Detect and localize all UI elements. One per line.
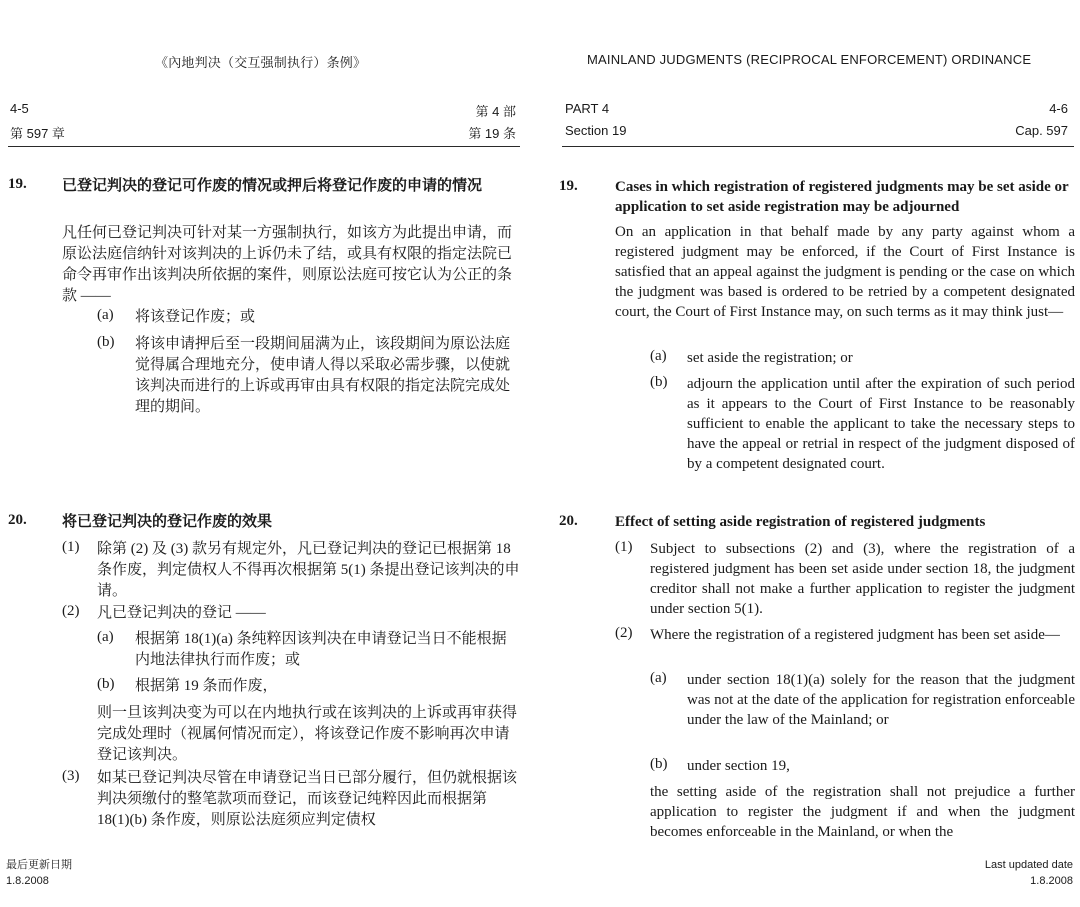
item-label: (a) — [650, 670, 667, 686]
header-divider — [562, 146, 1074, 147]
part-label: 第 4 部 — [475, 104, 516, 119]
item-text: 将该登记作废；或 — [135, 309, 256, 325]
item-text: under section 19, — [687, 758, 790, 774]
item-text: set aside the registration; or — [687, 350, 853, 366]
running-head-en: MAINLAND JUDGMENTS (RECIPROCAL ENFORCEMENT) ORDINANCE — [587, 52, 1032, 67]
section-19-intro: 凡任何已登记判决可针对某一方强制执行，如该方为此提出申请，而原讼法庭信纳针对该判决的上诉仍未了结，或具有权限的指定法院已命令再审作出该判决所依据的案件，则原讼法庭可按它认为公正的条款 —— — [62, 225, 513, 304]
section-19-number: 19. — [559, 178, 578, 194]
section-label: 第 19 条 — [468, 126, 516, 141]
subsection-label: (2) — [62, 603, 80, 619]
subsection-text: 除第 (2) 及 (3) 款另有规定外，凡已登记判决的登记已根据第 18 条作废，判定债权人不得再次根据第 5(1) 条提出登记该判决的申请。 — [97, 541, 520, 599]
item-label: (a) — [650, 348, 667, 364]
item-label: (a) — [97, 307, 114, 323]
section-20-number: 20. — [8, 512, 27, 528]
subsection-label: (1) — [615, 539, 633, 555]
item-label: (a) — [97, 629, 114, 645]
running-head-zh: 《內地判决（交互强制执行）条例》 — [155, 55, 367, 70]
section-19-title: 已登记判决的登记可作废的情况或押后将登记作废的申请的情况 — [62, 178, 483, 194]
part-label: PART 4 — [565, 101, 610, 116]
section-label: Section 19 — [565, 123, 627, 138]
section-20-title: 将已登记判决的登记作废的效果 — [62, 514, 273, 530]
page-number: 4-5 — [10, 101, 29, 116]
footer-updated-label: 最后更新日期 — [6, 859, 72, 871]
section-20-title: Effect of setting aside registration of registered judgments — [615, 514, 986, 530]
chapter-label: Cap. 597 — [1015, 123, 1068, 138]
item-label: (b) — [650, 374, 668, 390]
subsection-label: (1) — [62, 539, 80, 555]
section-19-number: 19. — [8, 176, 27, 192]
subsection-text: Subject to subsections (2) and (3), where the registration of a registered judgment has been set aside under section 18, the judgment creditor shall not make a further application to register the judgment under section 5(1). — [650, 541, 1075, 617]
subsection-continuation: the setting aside of the registration shall not prejudice a further application to register the judgment if and when the judgment becomes enforceable in the Mainland, or when the — [650, 784, 1075, 840]
item-label: (b) — [650, 756, 668, 772]
footer-updated-label: Last updated date — [984, 859, 1073, 871]
subsection-text: 凡已登记判决的登记 —— — [97, 605, 266, 621]
header-divider — [8, 146, 520, 147]
section-19-intro: On an application in that behalf made by any party against whom a registered judgment may be enforced, if the Court of First Instance is satisfied that an appeal against the judgment is pending or the case on which the judgment was based is ordered to be retried by a competent designated court, the Court of First Instance may, on such terms as it may think just— — [615, 224, 1075, 320]
page-number: 4-6 — [1049, 101, 1068, 116]
item-text: 根据第 18(1)(a) 条纯粹因该判决在申请登记当日不能根据内地法律执行而作废；或 — [135, 631, 507, 668]
subsection-text: Where the registration of a registered judgment has been set aside— — [650, 627, 1060, 643]
subsection-continuation: 则一旦该判决变为可以在内地执行或在该判决的上诉或再审获得完成处理时（视属何情况而定），将该登记作废不影响再次申请登记该判决。 — [97, 705, 518, 763]
subsection-text: 如某已登记判决尽管在申请登记当日已部分履行，但仍就根据该判决须缴付的整笔款项而登记，而该登记纯粹因此而根据第 18(1)(b) 条作废，则原讼法庭须应判定债权 — [97, 770, 518, 828]
section-19-title: Cases in which registration of registered judgments may be set aside or application to set aside registration may be adjourned — [615, 179, 1069, 215]
section-20-number: 20. — [559, 513, 578, 529]
subsection-label: (2) — [615, 625, 633, 641]
item-text: 根据第 19 条而作废， — [135, 678, 278, 694]
item-label: (b) — [97, 676, 115, 692]
footer-updated-date: 1.8.2008 — [1030, 875, 1073, 887]
item-text: adjourn the application until after the expiration of such period as it appears to the Court of First Instance to be reasonably sufficient to enable the applicant to take the necessary steps to have the appeal or retrial in respect of the judgment disposed of by a competent designated court. — [687, 376, 1075, 472]
subsection-label: (3) — [62, 768, 80, 784]
item-text: under section 18(1)(a) solely for the reason that the judgment was not at the date of the application for registration enforceable under the law of the Mainland; or — [687, 672, 1075, 728]
item-text: 将该申请押后至一段期间届满为止，该段期间为原讼法庭觉得属合理地充分，使申请人得以采取必需步骤，以使就该判决而进行的上诉或再审由具有权限的指定法院完成处理的期间。 — [135, 336, 511, 415]
footer-updated-date: 1.8.2008 — [6, 875, 49, 887]
chapter-label: 第 597 章 — [10, 126, 65, 141]
item-label: (b) — [97, 334, 115, 350]
english-page — [540, 0, 1080, 907]
